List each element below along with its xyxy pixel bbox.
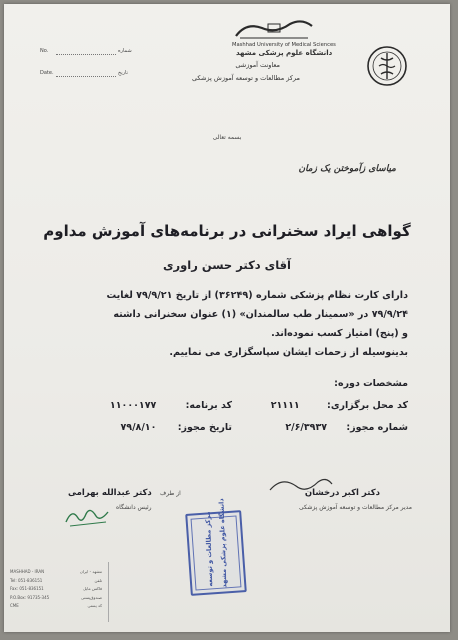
university-name-en: Mashhad University of Medical Sciences [232, 42, 336, 48]
no-line [56, 54, 116, 55]
right-signatory-name: دکتر اکبر درخشان [304, 488, 380, 498]
footer-en-line: P.O.Box: 91735-345 [10, 594, 50, 600]
seal-emblem-icon [366, 44, 408, 88]
university-name-fa: دانشگاه علوم پزشکی مشهد [236, 49, 333, 57]
stamp-line-1: مرکز مطالعات و توسعه [203, 511, 215, 587]
left-signature [62, 502, 114, 532]
footer-fa-line: فاکس مایل [83, 586, 102, 591]
venue-code-value: ۲۱۱۱۱ [270, 400, 300, 411]
footer-en-line: MASHHAD - IRAN [10, 569, 45, 574]
venue-code-label: کد محل برگزاری: [327, 400, 408, 411]
no-label-en: No. [40, 48, 49, 54]
permit-number-label: شماره مجوز: [346, 422, 408, 433]
recipient-name: آقای دکتر حسن راوری [163, 258, 291, 272]
stamp-inner-border [191, 515, 242, 590]
certificate-page [4, 4, 450, 632]
no-label-fa: شماره [118, 48, 132, 54]
signature-scribble-icon [266, 474, 336, 498]
specs-heading: مشخصات دوره: [334, 378, 408, 389]
body-line-3: و (پنج) امتیاز کسب نموده‌اند. [271, 328, 408, 339]
body-line-1: دارای کارت نظام پزشکی شماره (۳۶۲۴۹) از تاریخ ۷۹/۹/۲۱ لغایت [106, 290, 408, 301]
deputy-label: معاونت آموزشی [235, 61, 280, 69]
footer-fa [62, 568, 102, 611]
footer-fa-line: کد پستی [87, 603, 102, 608]
permit-date [120, 422, 232, 433]
permit-date-value: ۷۹/۸/۱۰ [120, 422, 157, 433]
date-label-fa: تاریخ [118, 70, 128, 76]
footer-fa-line: تلفن [94, 577, 102, 583]
signature-scribble-icon [62, 502, 114, 528]
university-seal [366, 44, 408, 92]
footer-en-line: Fax: 051-836151 [10, 586, 44, 591]
motto: میاسای زآموختن یک زمان [298, 164, 396, 174]
left-signatory-title: رئیس دانشگاه [116, 504, 152, 511]
permit-number [285, 422, 408, 433]
body-line-2: ۷۹/۹/۲۴ در «سمینار طب سالمندان» (۱) عنوان سخنرانی داشته [113, 309, 408, 320]
bismillah: بسمه تعالی [212, 134, 242, 141]
venue-code [271, 400, 408, 411]
footer-en [10, 568, 49, 611]
footer-en-line: CME [10, 603, 19, 608]
program-code-label: کد برنامه: [185, 400, 232, 411]
footer-fa-line: صندوق‌پستی [81, 594, 102, 600]
body-line-4: بدینوسیله از زحمات ایشان سپاسگزاری می نماییم. [169, 347, 408, 358]
university-logo-mark [232, 18, 316, 42]
certificate-title: گواهی ایراد سخنرانی در برنامه‌های آموزش مداوم [43, 222, 411, 240]
left-signatory-prefix: از طرف [160, 490, 181, 497]
left-signatory-name: دکتر عبدالله بهرامی [68, 488, 152, 498]
footer-divider [108, 562, 109, 622]
permit-number-value: ۲/۶/۳۹۳۷ [285, 422, 328, 433]
official-stamp [185, 498, 247, 596]
date-label-en: Date. [40, 70, 54, 76]
date-line [56, 76, 116, 77]
permit-date-label: تاریخ مجوز: [177, 422, 232, 433]
right-signature [266, 474, 336, 502]
center-label: مرکز مطالعات و توسعه آموزش پزشکی [191, 74, 300, 82]
program-code-value: ۱۱۰۰۰۱۷۷ [109, 400, 157, 411]
footer-en-line: Tel: 051-836151 [10, 577, 43, 583]
logo-top-mark [4, 7, 450, 12]
certificate-body [44, 286, 408, 362]
right-signatory-title: مدیر مرکز مطالعات و توسعه آموزش پزشکی [299, 504, 412, 511]
program-code [110, 400, 232, 411]
stamp-line-2: دانشگاه علوم پزشکی مشهد [217, 498, 229, 588]
footer-fa-line: مشهد - ایران [79, 569, 102, 574]
